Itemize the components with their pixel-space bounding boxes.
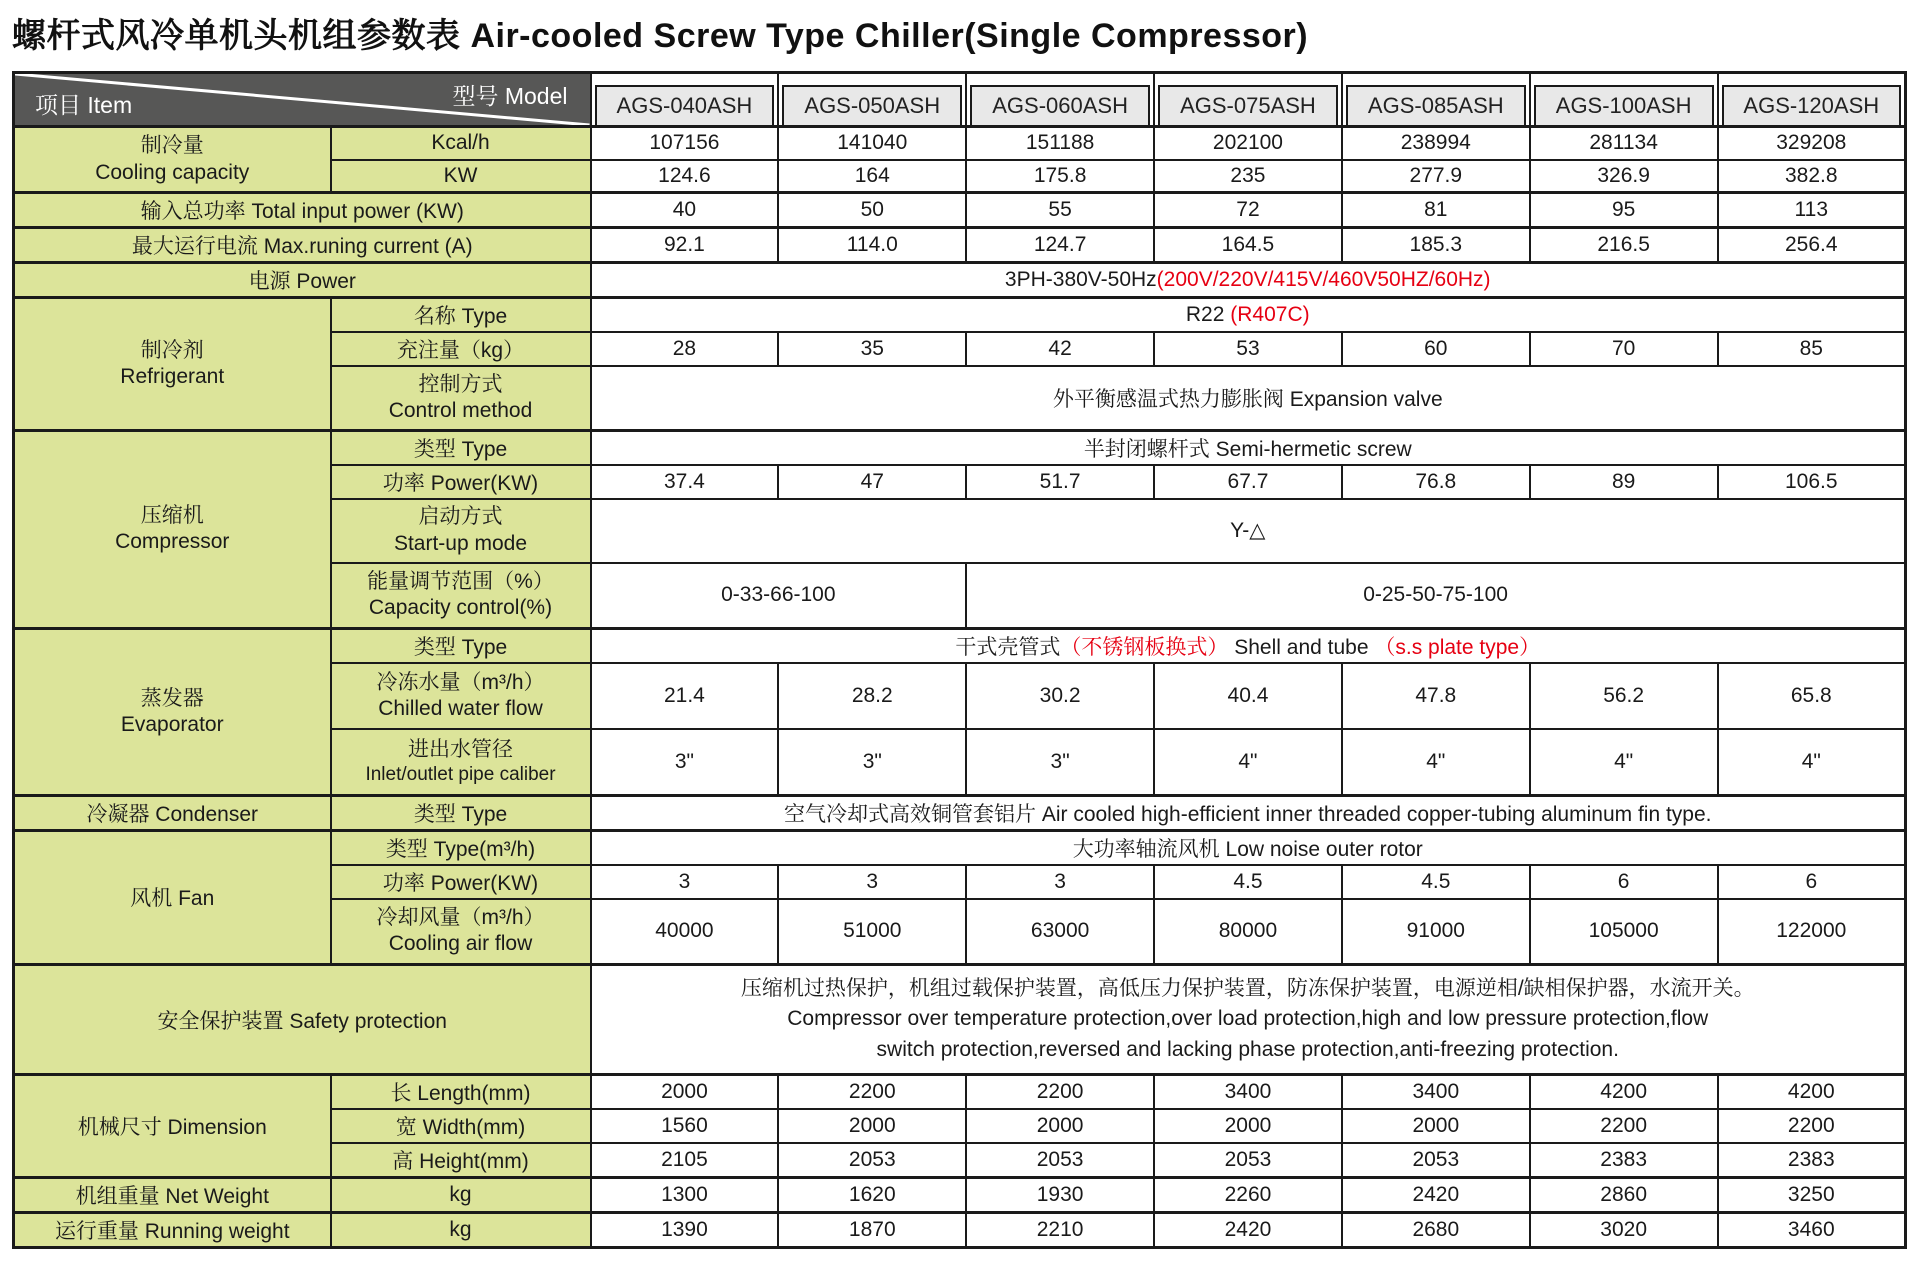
value-cell: 56.2	[1530, 663, 1718, 729]
value-cell: 85	[1718, 332, 1906, 366]
model-header	[1342, 73, 1530, 127]
safety-protection-value: 压缩机过热保护，机组过载保护装置，高低压力保护装置，防冻保护装置，电源逆相/缺相保护器，水流开关。 Compressor over temperature protection,over load protection,high and low pressure protection,flow switch protection,reversed and lacking phase protection,anti-freezing protection.	[591, 965, 1906, 1075]
value-cell: 40	[591, 193, 779, 228]
model-header-box: AGS-050ASH	[782, 85, 962, 125]
value-cell: 107156	[591, 127, 779, 160]
compressor-type-value: 半封闭螺杆式 Semi-hermetic screw	[591, 430, 1906, 465]
value-cell: 3"	[591, 729, 779, 795]
model-header-box: AGS-100ASH	[1534, 85, 1714, 125]
value-cell: 60	[1342, 332, 1530, 366]
value-cell: 50	[778, 193, 966, 228]
group-label-refrigerant: 制冷剂 Refrigerant	[14, 298, 331, 431]
value-cell: 2000	[1342, 1109, 1530, 1143]
value-cell: 35	[778, 332, 966, 366]
value-cell: 202100	[1154, 127, 1342, 160]
value-cell: 4"	[1342, 729, 1530, 795]
value-cell: 92.1	[591, 228, 779, 263]
value-cell: 3460	[1718, 1213, 1906, 1248]
value-cell: 2000	[778, 1109, 966, 1143]
value-cell: 4.5	[1154, 865, 1342, 899]
group-label-net-weight: 机组重量 Net Weight	[14, 1178, 331, 1213]
row-power-supply	[14, 263, 1906, 298]
model-header-box: AGS-085ASH	[1346, 85, 1526, 125]
value-cell: 256.4	[1718, 228, 1906, 263]
value-cell: 2105	[591, 1143, 779, 1178]
row-label: 安全保护装置 Safety protection	[14, 965, 591, 1075]
value-cell: 2000	[1154, 1109, 1342, 1143]
row-label: 充注量（kg）	[331, 332, 591, 366]
model-header-box: AGS-040ASH	[595, 85, 775, 125]
value-cell: 2210	[966, 1213, 1154, 1248]
value-cell: 3"	[778, 729, 966, 795]
value-cell: 1300	[591, 1178, 779, 1213]
value-cell: 124.6	[591, 160, 779, 193]
group-label-cooling: 制冷量 Cooling capacity	[14, 127, 331, 193]
value-cell: 2420	[1154, 1213, 1342, 1248]
value-cell: 185.3	[1342, 228, 1530, 263]
value-cell: 1390	[591, 1213, 779, 1248]
group-label-condenser: 冷凝器 Condenser	[14, 795, 331, 830]
value-cell: 113	[1718, 193, 1906, 228]
row-label: kg	[331, 1178, 591, 1213]
value-cell: 6	[1530, 865, 1718, 899]
row-label: 功率 Power(KW)	[331, 865, 591, 899]
row-dimension-length	[14, 1075, 1906, 1110]
power-supply-red-text: (200V/220V/415V/460V50HZ/60Hz)	[1156, 268, 1491, 291]
power-supply-value: 3PH-380V-50Hz(200V/220V/415V/460V50HZ/60Hz)	[591, 263, 1906, 298]
control-method-value: 外平衡感温式热力膨胀阀 Expansion valve	[591, 366, 1906, 430]
value-cell: 2680	[1342, 1213, 1530, 1248]
evaporator-red-zh: （不锈钢板换式）	[1060, 636, 1229, 659]
row-label: 类型 Type(m³/h)	[331, 830, 591, 865]
value-cell: 30.2	[966, 663, 1154, 729]
row-label: 类型 Type	[331, 629, 591, 664]
value-cell: 2053	[966, 1143, 1154, 1178]
value-cell: 80000	[1154, 899, 1342, 965]
evaporator-type-value: 干式壳管式（不锈钢板换式） Shell and tube （s.s plate type）	[591, 629, 1906, 664]
value-cell: 2860	[1530, 1178, 1718, 1213]
startup-mode-value: Y-△	[591, 499, 1906, 563]
value-cell: 37.4	[591, 465, 779, 499]
value-cell: 106.5	[1718, 465, 1906, 499]
value-cell: 76.8	[1342, 465, 1530, 499]
group-label-evaporator: 蒸发器 Evaporator	[14, 629, 331, 796]
value-cell: 1560	[591, 1109, 779, 1143]
value-cell: 1930	[966, 1178, 1154, 1213]
row-label: 电源 Power	[14, 263, 591, 298]
value-cell: 281134	[1530, 127, 1718, 160]
value-cell: 55	[966, 193, 1154, 228]
value-cell: 151188	[966, 127, 1154, 160]
row-compressor-type	[14, 430, 1906, 465]
model-header	[778, 73, 966, 127]
fan-type-value: 大功率轴流风机 Low noise outer rotor	[591, 830, 1906, 865]
value-cell: 2000	[966, 1109, 1154, 1143]
value-cell: 277.9	[1342, 160, 1530, 193]
value-cell: 67.7	[1154, 465, 1342, 499]
value-cell: 2200	[778, 1075, 966, 1110]
value-cell: 164.5	[1154, 228, 1342, 263]
evaporator-red-en: （s.s plate type）	[1374, 636, 1541, 659]
value-cell: 95	[1530, 193, 1718, 228]
model-header	[1530, 73, 1718, 127]
row-label: KW	[331, 160, 591, 193]
value-cell: 4.5	[1342, 865, 1530, 899]
value-cell: 4"	[1718, 729, 1906, 795]
value-cell: 53	[1154, 332, 1342, 366]
value-cell: 4"	[1154, 729, 1342, 795]
value-cell: 51.7	[966, 465, 1154, 499]
value-cell: 3020	[1530, 1213, 1718, 1248]
model-header-box: AGS-120ASH	[1722, 85, 1901, 125]
value-cell: 326.9	[1530, 160, 1718, 193]
item-corner-label: 项目 Item	[35, 92, 133, 118]
row-fan-type	[14, 830, 1906, 865]
model-header	[1154, 73, 1342, 127]
row-max-current	[14, 228, 1906, 263]
value-cell: 81	[1342, 193, 1530, 228]
value-cell: 47	[778, 465, 966, 499]
model-header-box: AGS-075ASH	[1158, 85, 1338, 125]
value-cell: 3250	[1718, 1178, 1906, 1213]
row-evaporator-type	[14, 629, 1906, 664]
corner-cell	[14, 73, 591, 127]
page-title: 螺杆式风冷单机头机组参数表 Air-cooled Screw Type Chiller(Single Compressor)	[12, 17, 1309, 55]
row-total-input-power	[14, 193, 1906, 228]
value-cell: 2260	[1154, 1178, 1342, 1213]
row-label: 长 Length(mm)	[331, 1075, 591, 1110]
row-label: 类型 Type	[331, 795, 591, 830]
value-cell: 42	[966, 332, 1154, 366]
model-header-box: AGS-060ASH	[970, 85, 1150, 125]
value-cell: 21.4	[591, 663, 779, 729]
capacity-control-large-value: 0-25-50-75-100	[966, 563, 1905, 629]
value-cell: 3400	[1342, 1075, 1530, 1110]
row-label: kg	[331, 1213, 591, 1248]
capacity-control-small-value: 0-33-66-100	[591, 563, 967, 629]
row-safety-protection	[14, 965, 1906, 1075]
row-label: Kcal/h	[331, 127, 591, 160]
value-cell: 91000	[1342, 899, 1530, 965]
refrigerant-name-value: R22 (R407C)	[591, 298, 1906, 333]
model-corner-label: 型号 Model	[452, 83, 568, 109]
value-cell: 51000	[778, 899, 966, 965]
value-cell: 28.2	[778, 663, 966, 729]
value-cell: 2200	[1718, 1109, 1906, 1143]
value-cell: 63000	[966, 899, 1154, 965]
value-cell: 235	[1154, 160, 1342, 193]
row-label: 进出水管径 Inlet/outlet pipe caliber	[331, 729, 591, 795]
value-cell: 2053	[1154, 1143, 1342, 1178]
value-cell: 105000	[1530, 899, 1718, 965]
value-cell: 164	[778, 160, 966, 193]
value-cell: 28	[591, 332, 779, 366]
value-cell: 2200	[1530, 1109, 1718, 1143]
value-cell: 382.8	[1718, 160, 1906, 193]
value-cell: 2383	[1530, 1143, 1718, 1178]
row-label: 名称 Type	[331, 298, 591, 333]
value-cell: 2200	[966, 1075, 1154, 1110]
value-cell: 4200	[1530, 1075, 1718, 1110]
value-cell: 141040	[778, 127, 966, 160]
value-cell: 47.8	[1342, 663, 1530, 729]
spec-table	[12, 71, 1907, 1249]
value-cell: 3	[591, 865, 779, 899]
group-label-fan: 风机 Fan	[14, 830, 331, 965]
value-cell: 4"	[1530, 729, 1718, 795]
value-cell: 65.8	[1718, 663, 1906, 729]
row-label: 功率 Power(KW)	[331, 465, 591, 499]
value-cell: 2383	[1718, 1143, 1906, 1178]
group-label-compressor: 压缩机 Compressor	[14, 430, 331, 629]
value-cell: 329208	[1718, 127, 1906, 160]
value-cell: 3	[778, 865, 966, 899]
model-header	[591, 73, 779, 127]
group-label-dimension: 机械尺寸 Dimension	[14, 1075, 331, 1178]
value-cell: 114.0	[778, 228, 966, 263]
row-label: 冷却风量（m³/h） Cooling air flow	[331, 899, 591, 965]
value-cell: 3	[966, 865, 1154, 899]
row-running-weight	[14, 1213, 1906, 1248]
row-label: 冷冻水量（m³/h） Chilled water flow	[331, 663, 591, 729]
header-row	[14, 73, 1906, 127]
condenser-type-value: 空气冷却式高效铜管套铝片 Air cooled high-efficient inner threaded copper-tubing aluminum fin type.	[591, 795, 1906, 830]
refrigerant-red-text: (R407C)	[1230, 303, 1310, 326]
value-cell: 40.4	[1154, 663, 1342, 729]
value-cell: 4200	[1718, 1075, 1906, 1110]
value-cell: 6	[1718, 865, 1906, 899]
value-cell: 122000	[1718, 899, 1906, 965]
row-label: 启动方式 Start-up mode	[331, 499, 591, 563]
value-cell: 2053	[778, 1143, 966, 1178]
row-label: 输入总功率 Total input power (KW)	[14, 193, 591, 228]
value-cell: 216.5	[1530, 228, 1718, 263]
row-label: 能量调节范围（%） Capacity control(%)	[331, 563, 591, 629]
row-label: 高 Height(mm)	[331, 1143, 591, 1178]
row-label: 宽 Width(mm)	[331, 1109, 591, 1143]
row-net-weight	[14, 1178, 1906, 1213]
row-cooling-kcal	[14, 127, 1906, 160]
value-cell: 3400	[1154, 1075, 1342, 1110]
value-cell: 175.8	[966, 160, 1154, 193]
row-label: 控制方式 Control method	[331, 366, 591, 430]
group-label-running-weight: 运行重量 Running weight	[14, 1213, 331, 1248]
value-cell: 1870	[778, 1213, 966, 1248]
value-cell: 2420	[1342, 1178, 1530, 1213]
row-label: 最大运行电流 Max.runing current (A)	[14, 228, 591, 263]
row-refrigerant-name	[14, 298, 1906, 333]
value-cell: 1620	[778, 1178, 966, 1213]
model-header	[1718, 73, 1906, 127]
row-condenser	[14, 795, 1906, 830]
value-cell: 124.7	[966, 228, 1154, 263]
value-cell: 72	[1154, 193, 1342, 228]
value-cell: 40000	[591, 899, 779, 965]
row-label: 类型 Type	[331, 430, 591, 465]
value-cell: 238994	[1342, 127, 1530, 160]
value-cell: 2053	[1342, 1143, 1530, 1178]
value-cell: 70	[1530, 332, 1718, 366]
model-header	[966, 73, 1154, 127]
value-cell: 2000	[591, 1075, 779, 1110]
value-cell: 89	[1530, 465, 1718, 499]
value-cell: 3"	[966, 729, 1154, 795]
